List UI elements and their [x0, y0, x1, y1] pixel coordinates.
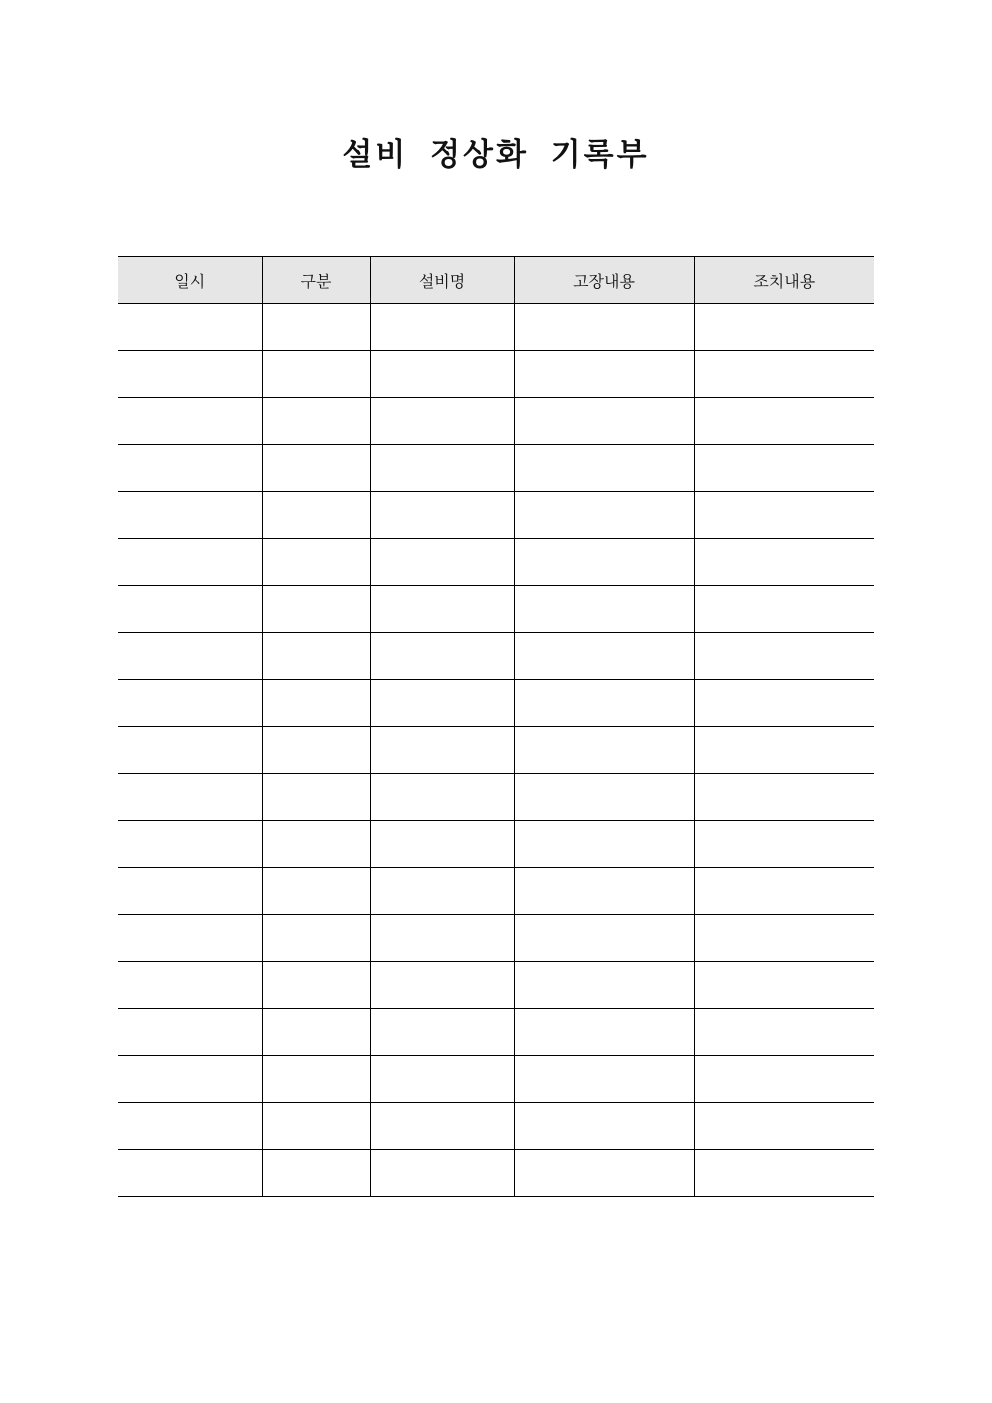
fault-description-cell — [514, 727, 694, 774]
equipment-name-cell — [370, 351, 514, 398]
table-row — [118, 727, 874, 774]
datetime-cell — [118, 821, 262, 868]
fault-description-cell — [514, 915, 694, 962]
datetime-cell — [118, 1150, 262, 1197]
column-header-datetime: 일시 — [118, 257, 262, 304]
fault-description-cell — [514, 586, 694, 633]
equipment-name-cell — [370, 633, 514, 680]
fault-description-cell — [514, 1150, 694, 1197]
column-header-fault-description: 고장내용 — [514, 257, 694, 304]
table-row — [118, 586, 874, 633]
equipment-name-cell — [370, 868, 514, 915]
action-taken-cell — [694, 492, 874, 539]
equipment-name-cell — [370, 1150, 514, 1197]
category-cell — [262, 539, 370, 586]
datetime-cell — [118, 774, 262, 821]
table-row — [118, 398, 874, 445]
equipment-name-cell — [370, 680, 514, 727]
table-row — [118, 492, 874, 539]
datetime-cell — [118, 1103, 262, 1150]
table-row — [118, 962, 874, 1009]
table-header-row — [118, 257, 874, 304]
datetime-cell — [118, 868, 262, 915]
fault-description-cell — [514, 680, 694, 727]
category-cell — [262, 727, 370, 774]
datetime-cell — [118, 680, 262, 727]
table-row — [118, 821, 874, 868]
fault-description-cell — [514, 351, 694, 398]
table-row — [118, 1056, 874, 1103]
datetime-cell — [118, 492, 262, 539]
equipment-name-cell — [370, 586, 514, 633]
table-row — [118, 1103, 874, 1150]
action-taken-cell — [694, 445, 874, 492]
fault-description-cell — [514, 821, 694, 868]
equipment-name-cell — [370, 445, 514, 492]
fault-description-cell — [514, 539, 694, 586]
datetime-cell — [118, 445, 262, 492]
column-header-action-taken: 조치내용 — [694, 257, 874, 304]
fault-description-cell — [514, 1103, 694, 1150]
action-taken-cell — [694, 915, 874, 962]
category-cell — [262, 915, 370, 962]
equipment-name-cell — [370, 1103, 514, 1150]
category-cell — [262, 1103, 370, 1150]
datetime-cell — [118, 398, 262, 445]
action-taken-cell — [694, 351, 874, 398]
category-cell — [262, 868, 370, 915]
category-cell — [262, 821, 370, 868]
fault-description-cell — [514, 1056, 694, 1103]
table-row — [118, 351, 874, 398]
action-taken-cell — [694, 633, 874, 680]
action-taken-cell — [694, 821, 874, 868]
equipment-name-cell — [370, 539, 514, 586]
equipment-log-table — [118, 256, 874, 1197]
fault-description-cell — [514, 868, 694, 915]
table-body — [118, 304, 874, 1197]
fault-description-cell — [514, 774, 694, 821]
category-cell — [262, 398, 370, 445]
action-taken-cell — [694, 1103, 874, 1150]
datetime-cell — [118, 351, 262, 398]
datetime-cell — [118, 586, 262, 633]
equipment-name-cell — [370, 727, 514, 774]
table-row — [118, 445, 874, 492]
category-cell — [262, 586, 370, 633]
action-taken-cell — [694, 398, 874, 445]
action-taken-cell — [694, 727, 874, 774]
column-header-equipment-name: 설비명 — [370, 257, 514, 304]
fault-description-cell — [514, 492, 694, 539]
action-taken-cell — [694, 962, 874, 1009]
datetime-cell — [118, 304, 262, 351]
category-cell — [262, 1009, 370, 1056]
datetime-cell — [118, 633, 262, 680]
equipment-name-cell — [370, 1009, 514, 1056]
datetime-cell — [118, 539, 262, 586]
category-cell — [262, 962, 370, 1009]
fault-description-cell — [514, 633, 694, 680]
fault-description-cell — [514, 445, 694, 492]
category-cell — [262, 492, 370, 539]
fault-description-cell — [514, 1009, 694, 1056]
table-row — [118, 304, 874, 351]
equipment-name-cell — [370, 821, 514, 868]
equipment-name-cell — [370, 774, 514, 821]
datetime-cell — [118, 915, 262, 962]
fault-description-cell — [514, 304, 694, 351]
table-row — [118, 633, 874, 680]
table-row — [118, 1150, 874, 1197]
category-cell — [262, 774, 370, 821]
action-taken-cell — [694, 1150, 874, 1197]
category-cell — [262, 680, 370, 727]
equipment-name-cell — [370, 962, 514, 1009]
datetime-cell — [118, 1056, 262, 1103]
equipment-name-cell — [370, 492, 514, 539]
page-title: 설비 정상화 기록부 — [342, 137, 650, 173]
category-cell — [262, 304, 370, 351]
category-cell — [262, 445, 370, 492]
datetime-cell — [118, 727, 262, 774]
equipment-name-cell — [370, 398, 514, 445]
category-cell — [262, 1056, 370, 1103]
table-row — [118, 680, 874, 727]
equipment-name-cell — [370, 1056, 514, 1103]
category-cell — [262, 1150, 370, 1197]
fault-description-cell — [514, 398, 694, 445]
action-taken-cell — [694, 304, 874, 351]
table-row — [118, 539, 874, 586]
datetime-cell — [118, 1009, 262, 1056]
action-taken-cell — [694, 1056, 874, 1103]
table-row — [118, 915, 874, 962]
datetime-cell — [118, 962, 262, 1009]
action-taken-cell — [694, 586, 874, 633]
fault-description-cell — [514, 962, 694, 1009]
column-header-category: 구분 — [262, 257, 370, 304]
equipment-name-cell — [370, 304, 514, 351]
table-row — [118, 1009, 874, 1056]
table-row — [118, 774, 874, 821]
equipment-name-cell — [370, 915, 514, 962]
table-row — [118, 868, 874, 915]
action-taken-cell — [694, 680, 874, 727]
action-taken-cell — [694, 539, 874, 586]
action-taken-cell — [694, 868, 874, 915]
category-cell — [262, 633, 370, 680]
category-cell — [262, 351, 370, 398]
action-taken-cell — [694, 774, 874, 821]
action-taken-cell — [694, 1009, 874, 1056]
